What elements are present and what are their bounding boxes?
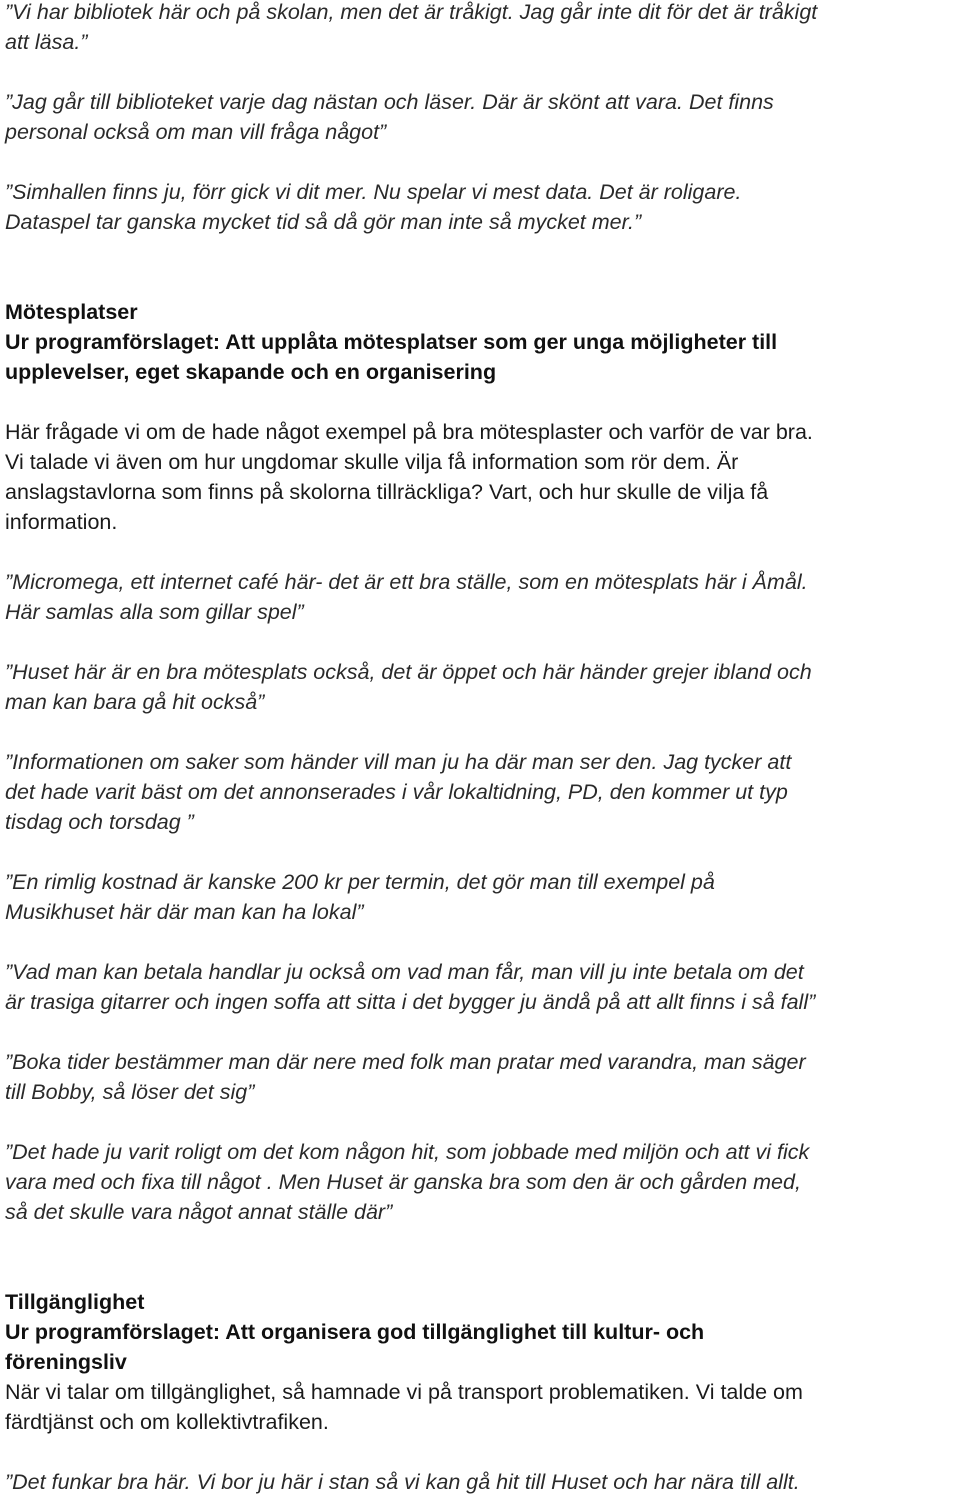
program-proposal-line: Ur programförslaget: Att organisera god tillgänglighet till kultur- och — [5, 1320, 705, 1344]
quote-line: vara med och fixa till något . Men Huset är ganska bra som den är och gården med, — [5, 1170, 801, 1194]
quote-line: så det skulle vara något annat ställe där” — [5, 1200, 393, 1224]
program-proposal-line: föreningsliv — [5, 1350, 127, 1374]
quote-line: ”Jag går till biblioteket varje dag nästan och läser. Där är skönt att vara. Det finns — [5, 90, 774, 114]
quote-line: man kan bara gå hit också” — [5, 690, 265, 714]
section-heading-tillganglighet: Tillgänglighet — [5, 1290, 145, 1314]
body-line: färdtjänst och om kollektivtrafiken. — [5, 1410, 329, 1434]
quote-line: ”Micromega, ett internet café här- det är ett bra ställe, som en mötesplats här i Åmål. — [5, 570, 808, 594]
quote-line: ”Informationen om saker som händer vill man ju ha där man ser den. Jag tycker att — [5, 750, 792, 774]
quote-line: ”En rimlig kostnad är kanske 200 kr per termin, det gör man till exempel på — [5, 870, 715, 894]
program-proposal-line: upplevelser, eget skapande och en organisering — [5, 360, 497, 384]
quote-line: ”Vi har bibliotek här och på skolan, men det är tråkigt. Jag går inte dit för det är tråkigt — [5, 0, 818, 24]
body-line: anslagstavlorna som finns på skolorna tillräckliga? Vart, och hur skulle de vilja få — [5, 480, 769, 504]
quote-line: personal också om man vill fråga något” — [5, 120, 387, 144]
quote-line: ”Det funkar bra här. Vi bor ju här i stan så vi kan gå hit till Huset och har nära till allt. — [5, 1470, 800, 1494]
quote-line: ”Boka tider bestämmer man där nere med folk man pratar med varandra, man säger — [5, 1050, 806, 1074]
quote-line: tisdag och torsdag ” — [5, 810, 194, 834]
quote-line: ”Simhallen finns ju, förr gick vi dit mer. Nu spelar vi mest data. Det är roligare. — [5, 180, 742, 204]
quote-line: att läsa.” — [5, 30, 88, 54]
quote-line: ”Vad man kan betala handlar ju också om vad man får, man vill ju inte betala om det — [5, 960, 804, 984]
body-line: Vi talade vi även om hur ungdomar skulle vilja få information som rör dem. Är — [5, 450, 739, 474]
quote-line: Här samlas alla som gillar spel” — [5, 600, 304, 624]
quote-line: ”Huset här är en bra mötesplats också, det är öppet och här händer grejer ibland och — [5, 660, 812, 684]
program-proposal-line: Ur programförslaget: Att upplåta mötesplatser som ger unga möjligheter till — [5, 330, 778, 354]
quote-line: ”Det hade ju varit roligt om det kom någon hit, som jobbade med miljön och att vi fick — [5, 1140, 810, 1164]
section-heading-motesplatser: Mötesplatser — [5, 300, 138, 324]
body-line: Här frågade vi om de hade något exempel på bra mötesplaster och varför de var bra. — [5, 420, 813, 444]
quote-line: är trasiga gitarrer och ingen soffa att sitta i det bygger ju ändå på att allt finns i så fall” — [5, 990, 816, 1014]
quote-line: det hade varit bäst om det annonserades i vår lokaltidning, PD, den kommer ut typ — [5, 780, 788, 804]
quote-line: till Bobby, så löser det sig” — [5, 1080, 255, 1104]
quote-line: Musikhuset här där man kan ha lokal” — [5, 900, 364, 924]
body-line: information. — [5, 510, 118, 534]
quote-line: Dataspel tar ganska mycket tid så då gör man inte så mycket mer.” — [5, 210, 642, 234]
body-line: När vi talar om tillgänglighet, så hamnade vi på transport problematiken. Vi talde om — [5, 1380, 803, 1404]
